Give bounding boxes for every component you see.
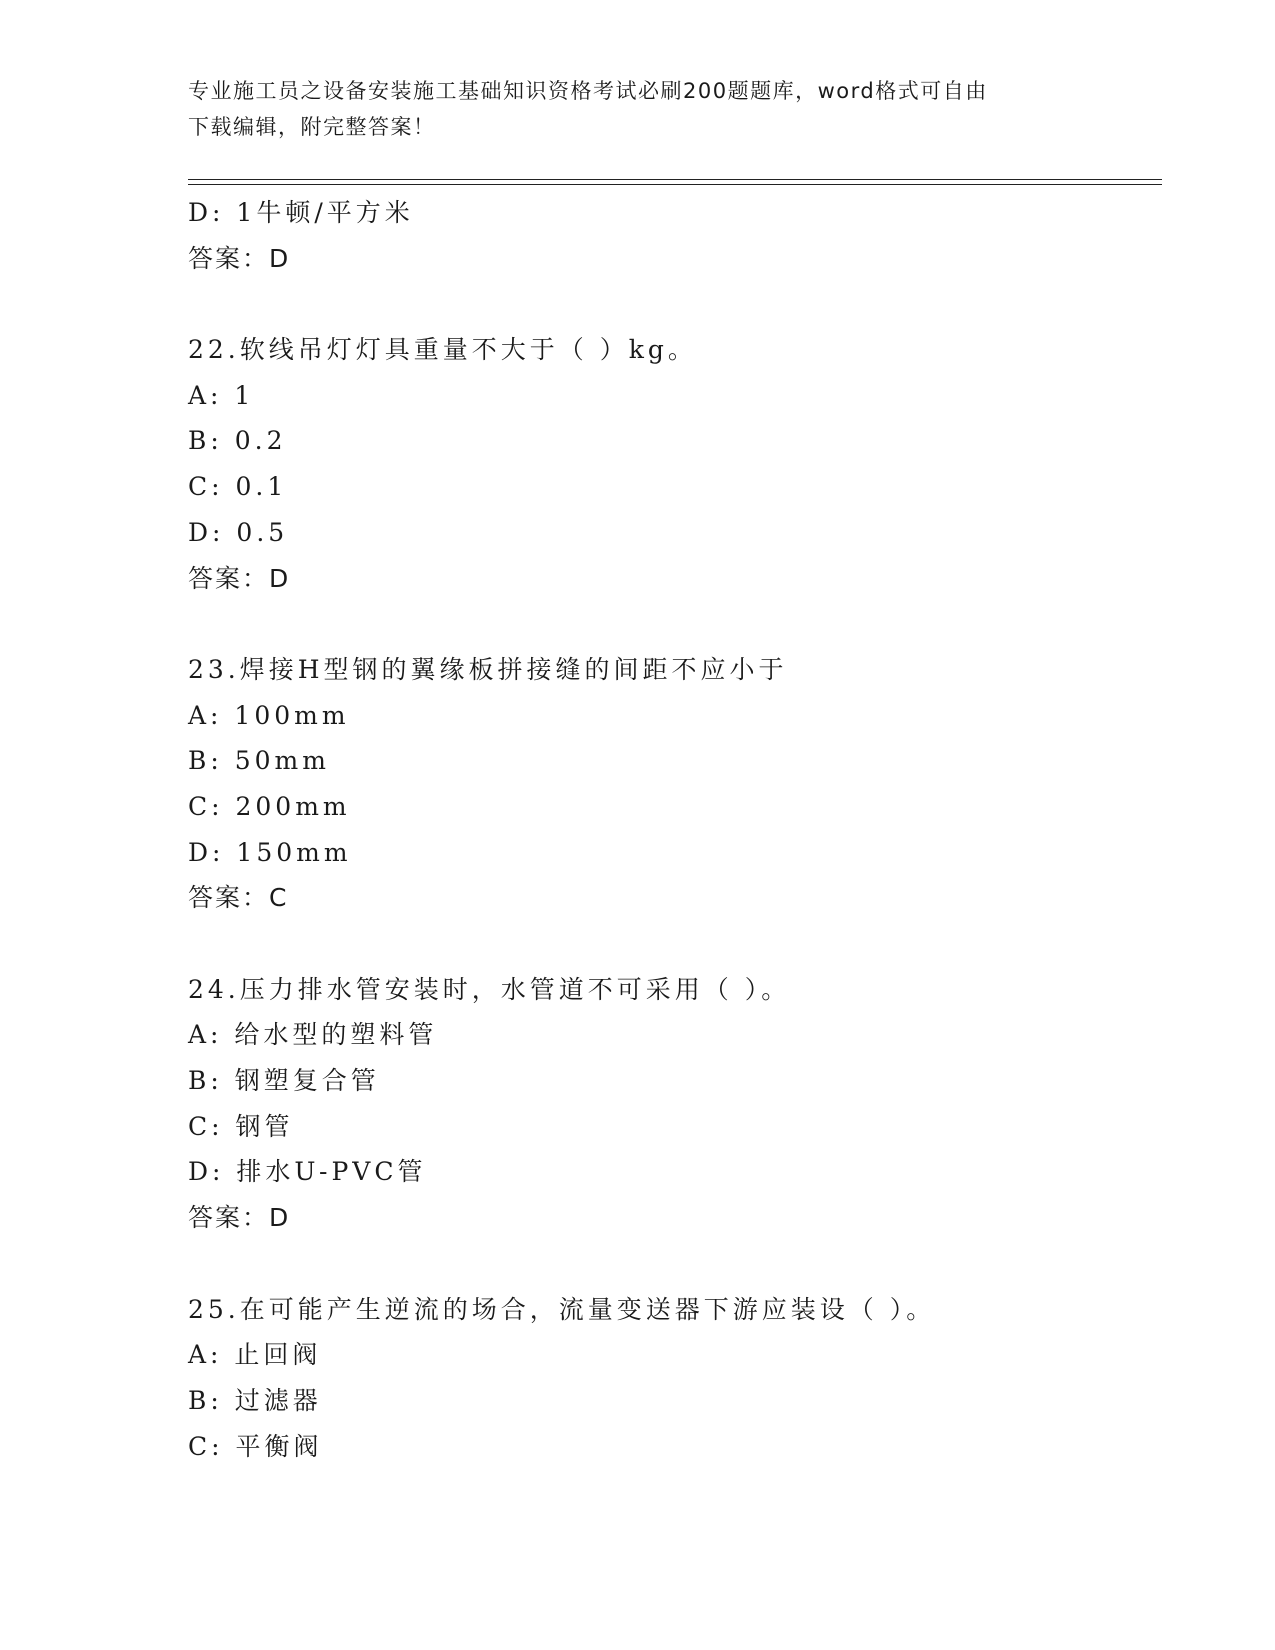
question-text: 24.压力排水管安装时，水管道不可采用（ ）。 [188,974,791,1004]
option-c: C: 平衡阀 [188,1431,323,1461]
header-title-line-1: 专业施工员之设备安装施工基础知识资格考试必刷200题题库，word格式可自由 [188,79,988,103]
option-b: B: 过滤器 [188,1385,322,1415]
option-d: D: 0.5 [188,517,289,547]
spacer [188,921,1162,967]
spacer [188,281,1162,327]
header-divider-bottom [188,184,1162,185]
question-text: 23.焊接H型钢的翼缘板拼接缝的间距不应小于 [188,654,788,684]
option-d: D: 150mm [188,837,352,867]
option-b: B: 50mm [188,746,330,776]
option-a: A: 1 [188,380,255,410]
question-22 [188,327,1162,601]
answer-line: 答案：D [188,563,291,593]
option-a: A: 止回阀 [188,1340,322,1370]
option-a: A: 100mm [188,700,350,730]
answer-line: 答案：D [188,243,291,273]
question-list [188,190,1162,1469]
option-b: B: 0.2 [188,426,287,456]
question-text: 22.软线吊灯灯具重量不大于（ ）kg。 [188,335,697,365]
option-b: B: 钢塑复合管 [188,1066,380,1096]
question-23 [188,647,1162,921]
spacer [188,601,1162,647]
header-divider-top [188,179,1162,180]
question-24 [188,967,1162,1241]
question-text: 25.在可能产生逆流的场合，流量变送器下游应装设（ ）。 [188,1294,936,1324]
spacer [188,1241,1162,1287]
option-c: C: 0.1 [188,472,288,502]
option-d: D: 排水U-PVC管 [188,1157,427,1187]
option-c: C: 200mm [188,791,351,821]
option-a: A: 给水型的塑料管 [188,1020,438,1050]
answer-line: 答案：C [188,883,289,913]
answer-line: 答案：D [188,1203,291,1233]
question-25 [188,1287,1162,1470]
document-header [188,73,1078,145]
header-title-line-2: 下载编辑，附完整答案！ [188,115,436,139]
option-d: D: 1牛顿/平方米 [188,198,414,227]
option-c: C: 钢管 [188,1111,294,1141]
